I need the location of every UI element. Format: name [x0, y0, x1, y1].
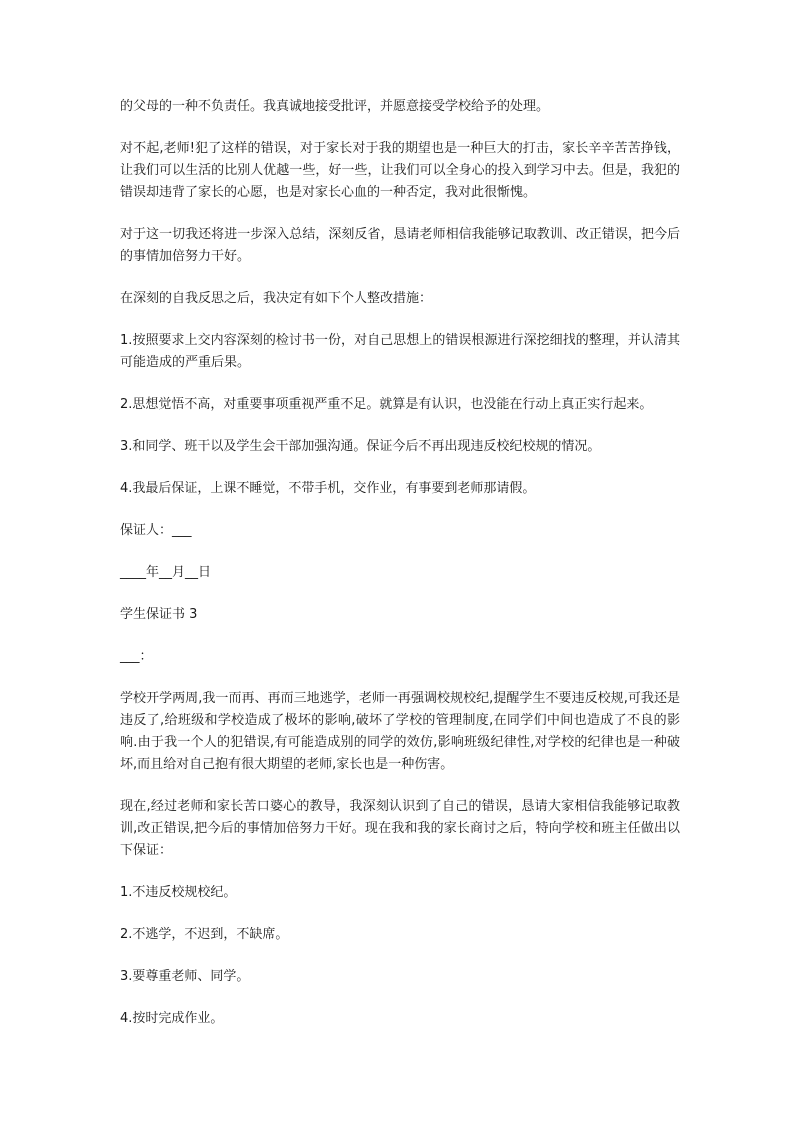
- paragraph-apology: 对不起,老师!犯了这样的错误，对于家长对于我的期望也是一种巨大的打击，家长辛辛苦苦挣钱，让我们可以生活的比别人优越一些，好一些，让我们可以全身心的投入到学习中去。但是，我犯的错误却违背了家长的心愿，也是对家长心血的一种否定，我对此很惭愧。: [120, 141, 680, 200]
- paragraph-reflection: 对于这一切我还将进一步深入总结，深刻反省，恳请老师相信我能够记取教训、改正错误，把今后的事情加倍努力干好。: [120, 227, 680, 264]
- guarantee-item-2: 2.不逃学，不迟到，不缺席。: [120, 927, 289, 942]
- paragraph-commitment: 现在,经过老师和家长苦口婆心的教导，我深刻认识到了自己的错误，恳请大家相信我能够记取教训,改正错误,把今后的事情加倍努力干好。现在我和我的家长商讨之后，特向学校和班主任做出以下保证：: [120, 799, 680, 858]
- measure-item-1: 1.按照要求上交内容深刻的检讨书一份，对自己思想上的错误根源进行深挖细找的整理，并认清其可能造成的严重后果。: [120, 333, 680, 370]
- measure-item-2: 2.思想觉悟不高，对重要事项重视严重不足。就算是有认识，也没能在行动上真正实行起来。: [120, 397, 653, 412]
- document-body: [120, 96, 680, 1050]
- paragraph-truancy: 学校开学两周,我一而再、再而三地逃学，老师一再强调校规校纪,提醒学生不要违反校规,可我还是违反了,给班级和学校造成了极坏的影响,破坏了学校的管理制度,在同学们中间也造成了不良的影响.由于我一个人的犯错误,有可能造成别的同学的效仿,影响班级纪律性,对学校的纪律也是一种破坏,而且给对自己抱有很大期望的老师,家长也是一种伤害。: [120, 691, 680, 772]
- date-line: ____年__月__日: [120, 565, 212, 580]
- paragraph-measures-intro: 在深刻的自我反思之后，我决定有如下个人整改措施：: [120, 291, 433, 306]
- salutation: ___：: [120, 649, 153, 664]
- paragraph-intro-end: 的父母的一种不负责任。我真诚地接受批评，并愿意接受学校给予的处理。: [120, 99, 550, 114]
- measure-item-3: 3.和同学、班干以及学生会干部加强沟通。保证今后不再出现违反校纪校规的情况。: [120, 439, 601, 454]
- guarantee-item-4: 4.按时完成作业。: [120, 1011, 224, 1026]
- guarantee-item-1: 1.不违反校规校纪。: [120, 885, 237, 900]
- measure-item-4: 4.我最后保证，上课不睡觉，不带手机，交作业，有事要到老师那请假。: [120, 481, 536, 496]
- guarantee-item-3: 3.要尊重老师、同学。: [120, 969, 250, 984]
- section-title: 学生保证书 3: [120, 607, 198, 622]
- guarantor-line: 保证人：___: [120, 523, 192, 538]
